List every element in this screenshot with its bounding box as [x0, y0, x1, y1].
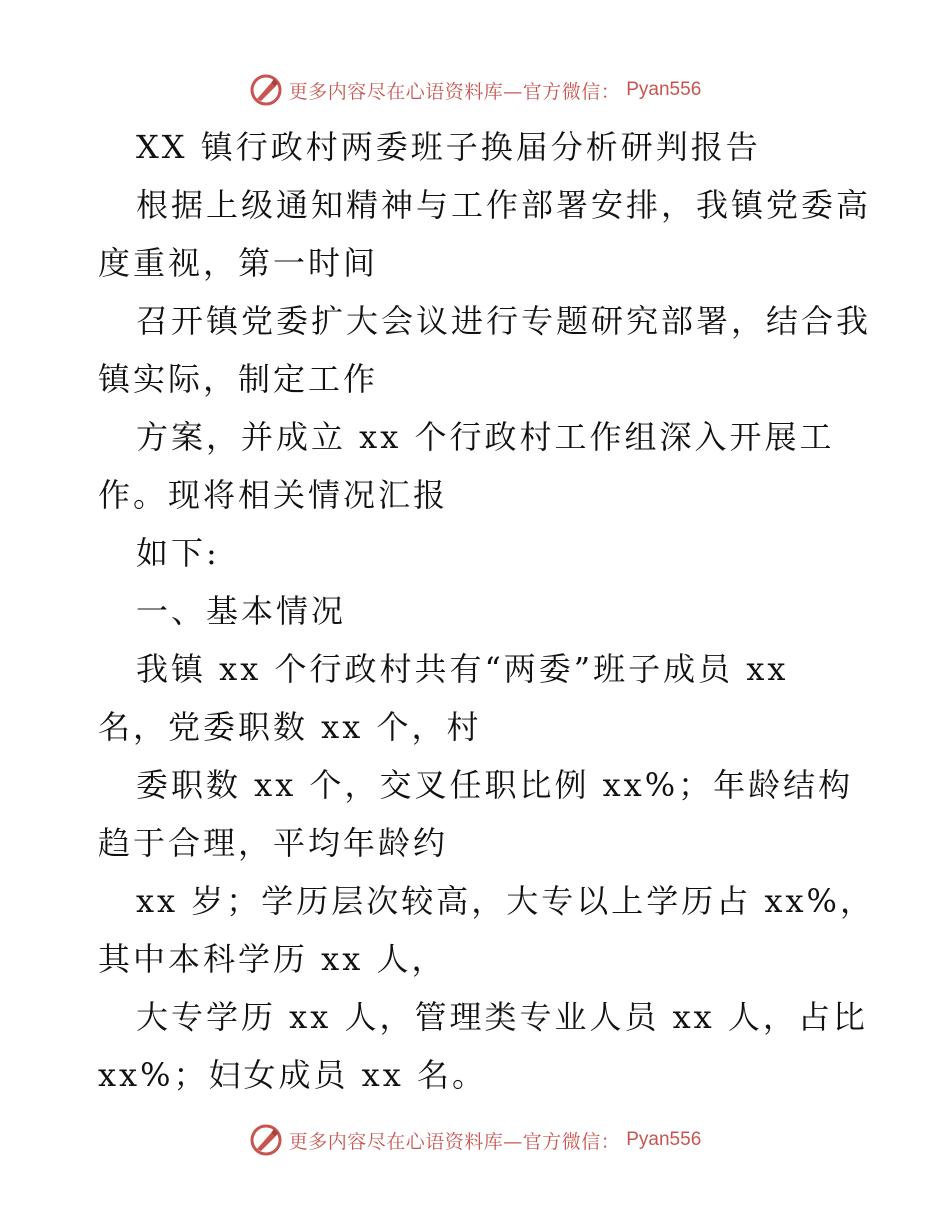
watermark-handle: Pyan556	[626, 79, 702, 100]
document-body	[98, 118, 875, 1104]
paragraph-line: 镇实际，制定工作	[98, 360, 379, 398]
paragraph-line: xx 岁；学历层次较高，大专以上学历占 xx%，	[136, 882, 875, 920]
watermark-handle: Pyan556	[626, 1129, 702, 1150]
footer-watermark-inner	[249, 1123, 702, 1157]
paragraph-line: 作。现将相关情况汇报	[98, 476, 449, 514]
paragraph-line: 我镇 xx 个行政村共有“两委”班子成员 xx	[136, 650, 789, 688]
paragraph-line: xx%；妇女成员 xx 名。	[98, 1056, 487, 1094]
paragraph-line: 趋于合理，平均年龄约	[98, 824, 449, 862]
header-watermark-inner	[249, 73, 702, 107]
paragraph-line: 方案，并成立 xx 个行政村工作组深入开展工	[136, 418, 835, 456]
paragraph-line: 名，党委职数 xx 个，村	[98, 708, 482, 746]
paragraph-line: 度重视，第一时间	[98, 244, 379, 282]
header-watermark-banner	[0, 70, 950, 110]
paragraph-line: 根据上级通知精神与工作部署安排，我镇党委高	[136, 186, 872, 224]
watermark-text: 更多内容尽在心语资料库—官方微信：	[288, 1130, 621, 1153]
pen-logo-icon	[249, 1123, 283, 1157]
paragraph-line: 大专学历 xx 人，管理类专业人员 xx 人，占比	[136, 998, 868, 1036]
paragraph-line: 委职数 xx 个，交叉任职比例 xx%；年龄结构	[136, 766, 854, 804]
paragraph-line: 其中本科学历 xx 人，	[98, 940, 447, 978]
paragraph-line: 召开镇党委扩大会议进行专题研究部署，结合我	[136, 302, 872, 340]
footer-watermark-banner	[0, 1120, 950, 1160]
paragraph-line: 一、基本情况	[136, 592, 347, 630]
watermark-text: 更多内容尽在心语资料库—官方微信：	[288, 80, 621, 103]
paragraph-line: 如下:	[136, 534, 220, 572]
document-title: XX 镇行政村两委班子换届分析研判报告	[136, 128, 761, 166]
pen-logo-icon	[249, 73, 283, 107]
